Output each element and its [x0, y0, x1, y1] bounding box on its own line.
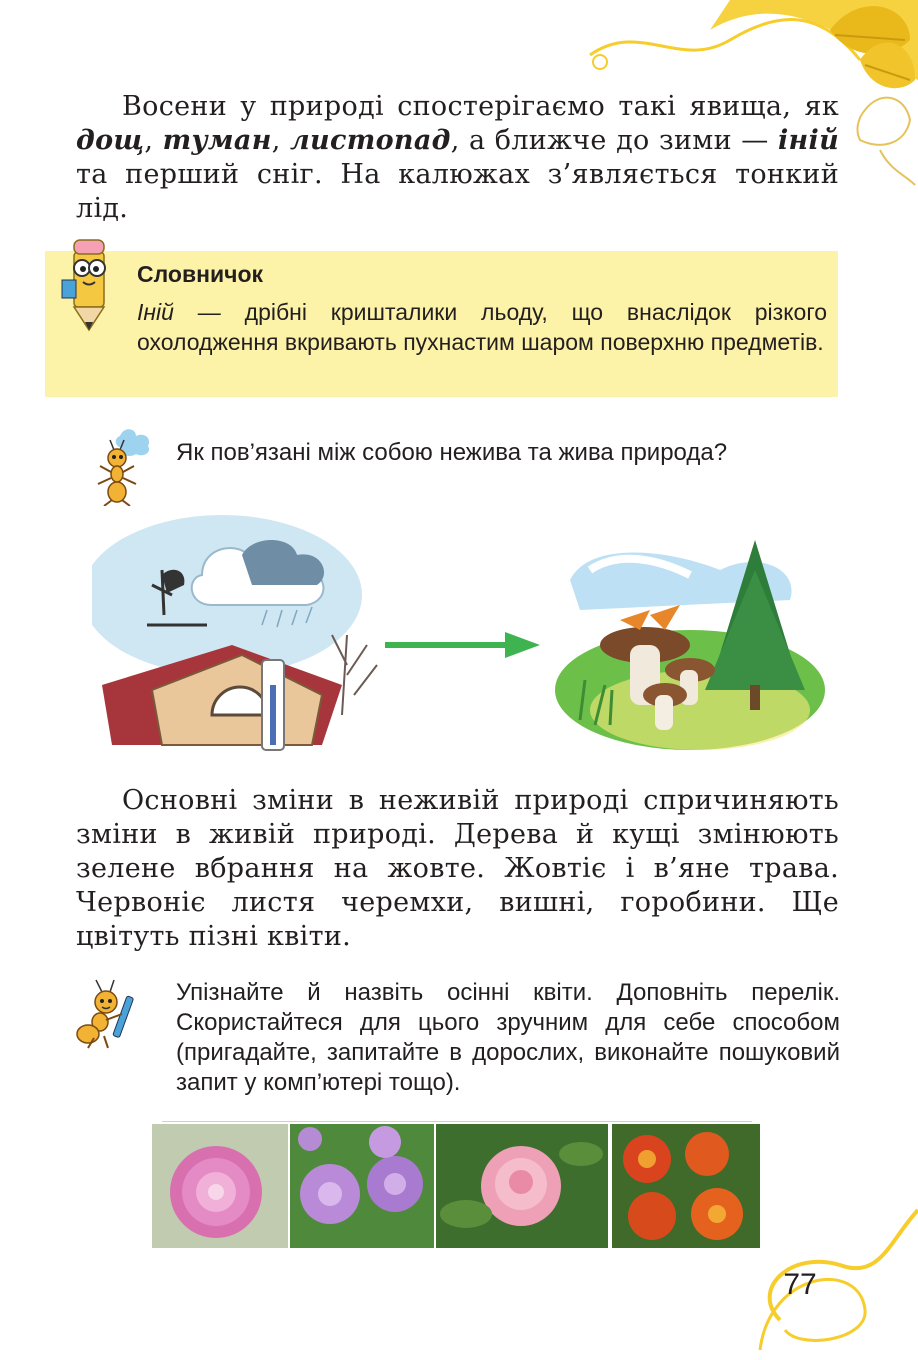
intro-separator: ,: [271, 125, 290, 156]
glossary-term: Іній: [137, 299, 174, 325]
glossary-box: [45, 251, 838, 397]
main-paragraph: [76, 784, 839, 954]
intro-text: Восени у природі спостерігаємо такі явища, як: [122, 91, 839, 122]
rose-photo: [436, 1124, 608, 1248]
task-text: Упізнайте й назвіть осінні квіти. Доповніть перелік. Скористайтеся для цього зручним для себе способом (пригадайте, запитайте в дорослих, виконайте пошуковий запит у комп’ютері тощо).: [176, 979, 840, 1096]
page-number: 77: [783, 1268, 817, 1301]
ant-pen-icon: [74, 976, 146, 1051]
glossary-definition-text: — дрібні кришталики льоду, що внаслідок різкого охолодження вкривають пухнастим шаром поверхню предметів.: [137, 299, 827, 355]
intro-separator: ,: [144, 125, 163, 156]
ant-thinking-icon: [90, 426, 160, 506]
question-text: Як пов’язані між собою нежива та жива природа?: [176, 439, 728, 466]
pencil-mascot-icon: [56, 232, 126, 332]
mushrooms-tree-illustration: [550, 520, 825, 755]
intro-paragraph: [76, 90, 839, 226]
dahlia-photo: [152, 1124, 288, 1248]
chrysanthemum-photo: [290, 1124, 434, 1248]
glossary-title: Словничок: [137, 261, 264, 287]
divider-line: [162, 1121, 752, 1122]
term-leaf-fall: листопад: [289, 125, 451, 156]
arrow-right-icon: [385, 630, 545, 660]
weather-illustration: [92, 515, 382, 755]
main-paragraph-text: Основні зміни в неживій природі спричиняють зміни в живій природі. Дерева й кущі змінюють зелене вбрання на жовте. Жовтіє і в’яне трава. Червоніє листя черемхи, вишні, горобини. Ще цвітуть пізні квіти.: [76, 785, 839, 952]
term-rain: дощ: [76, 125, 145, 156]
glossary-definition: [137, 297, 827, 357]
intro-text: , а ближче до зими —: [450, 125, 778, 156]
marigold-photo: [612, 1124, 760, 1248]
term-fog: туман: [162, 125, 272, 156]
intro-text: та перший сніг. На калюжах з’являється тонкий лід.: [76, 159, 839, 224]
flower-photo-strip: [152, 1124, 760, 1248]
term-frost: іній: [777, 125, 840, 156]
